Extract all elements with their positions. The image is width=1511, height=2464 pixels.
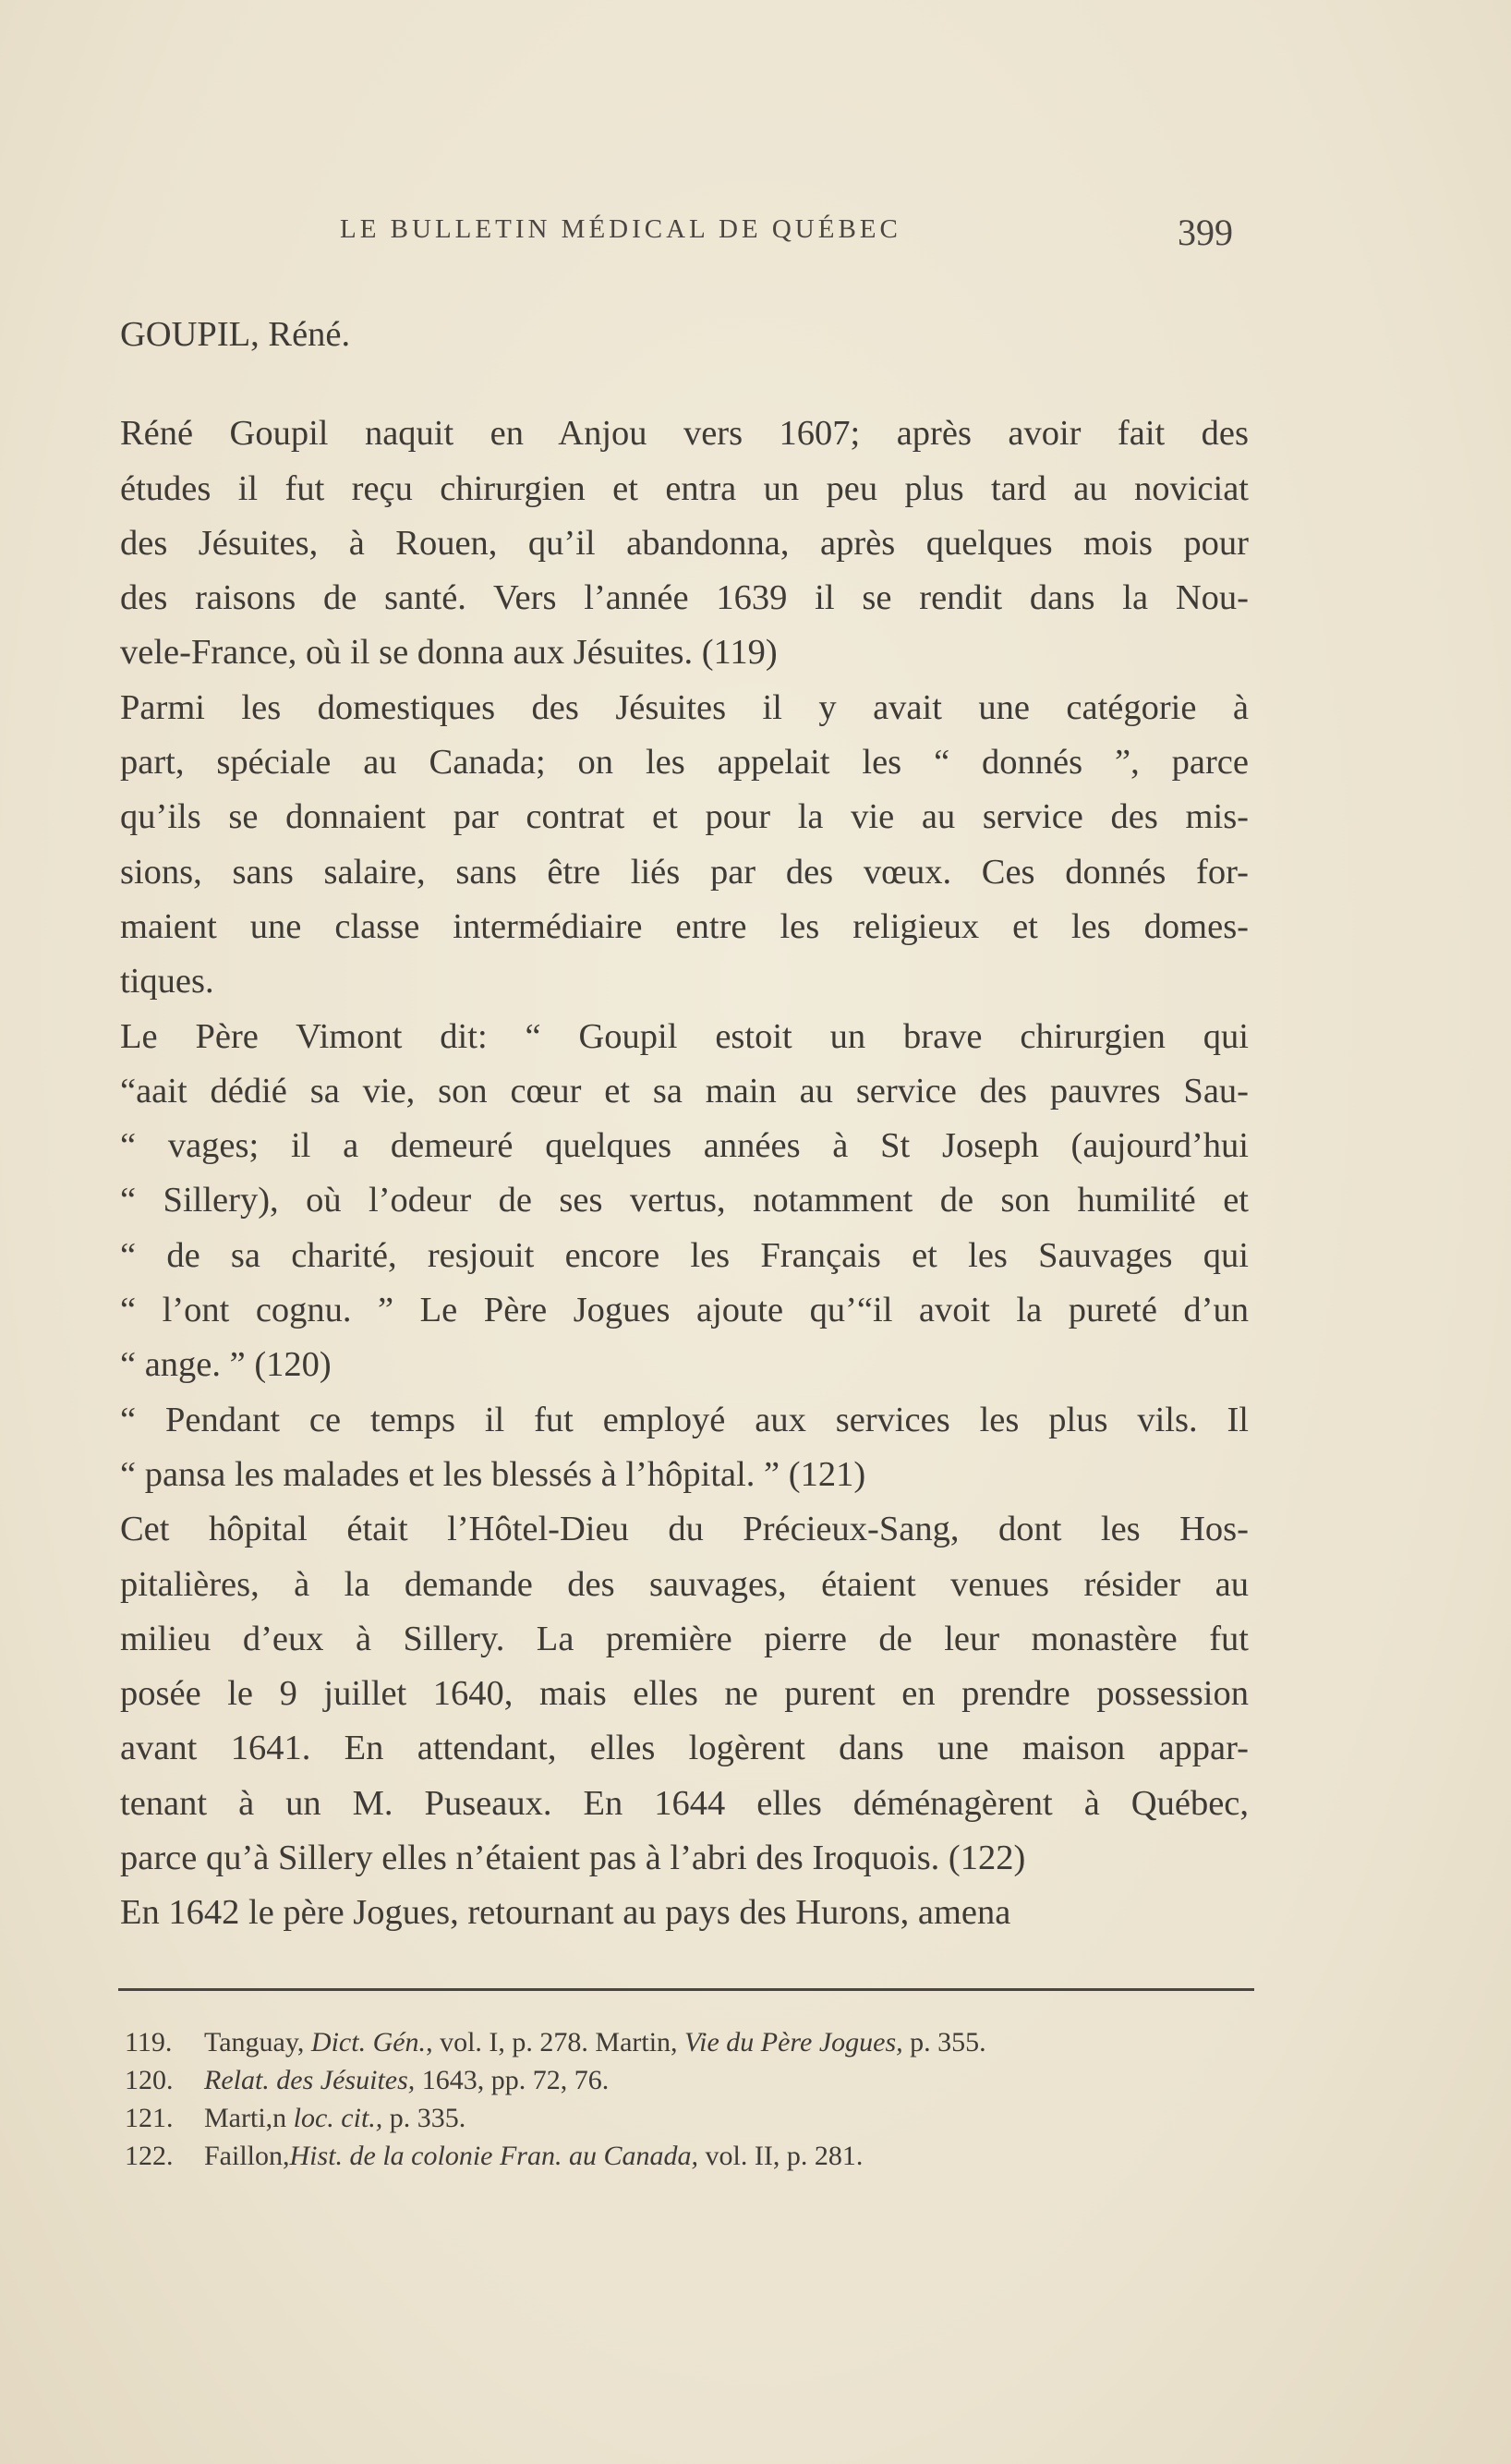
footnote-number: 119.	[125, 2027, 173, 2057]
footnote-text: , vol. I, p. 278. Martin,	[426, 2027, 685, 2057]
paragraph	[120, 1010, 1249, 1393]
text-line: des raisons de santé. Vers l’année 1639 il se rendit dans la Nou-	[120, 578, 1249, 618]
footnote-text: 1643, pp. 72, 76.	[415, 2065, 610, 2095]
text-line: “ ange. ” (120)	[120, 1345, 332, 1385]
text-line: pitalières, à la demande des sauvages, étaient venues résider au	[120, 1564, 1249, 1604]
footnote-title: Relat. des Jésuites,	[204, 2065, 416, 2095]
text-line: “ Sillery), où l’odeur de ses vertus, notamment de son humilité et	[120, 1181, 1249, 1220]
footnote-text: Faillon,	[204, 2141, 290, 2171]
text-line: posée le 9 juillet 1640, mais elles ne purent en prendre possession	[120, 1674, 1249, 1714]
footnote-text: p. 335.	[382, 2103, 466, 2133]
paragraphs	[120, 407, 1249, 1940]
body-text	[120, 308, 1249, 1941]
footnote-title: loc. cit.,	[293, 2103, 383, 2133]
text-line: “ l’ont cognu. ” Le Père Jogues ajoute qu’“il avoit la pureté d’un	[120, 1291, 1249, 1330]
text-line: “ de sa charité, resjouit encore les Français et les Sauvages qui	[120, 1235, 1249, 1275]
footnote-number: 120.	[125, 2065, 174, 2095]
footnote	[125, 2023, 1261, 2061]
text-line: sions, sans salaire, sans être liés par des vœux. Ces donnés for-	[120, 852, 1249, 892]
paragraph	[120, 1393, 1249, 1503]
text-line: vele-France, où il se donna aux Jésuites. (119)	[120, 633, 778, 673]
text-line: “aait dédié sa vie, son cœur et sa main au service des pauvres Sau-	[120, 1071, 1249, 1111]
text-line: “ vages; il a demeuré quelques années à St Joseph (aujourd’hui	[120, 1126, 1249, 1166]
text-line: Le Père Vimont dit: “ Goupil estoit un brave chirurgien qui	[120, 1016, 1249, 1056]
text-line: Réné Goupil naquit en Anjou vers 1607; après avoir fait des	[120, 414, 1249, 454]
page-number: 399	[1178, 212, 1233, 253]
footnote-title: Dict. Gén.	[310, 2027, 427, 2057]
footnote-number: 121.	[125, 2103, 174, 2133]
footnote-title: Hist. de la colonie Fran. au Canada,	[289, 2141, 698, 2171]
text-line: tenant à un M. Puseaux. En 1644 elles déménagèrent à Québec,	[120, 1783, 1249, 1823]
footnote-text: vol. II, p. 281.	[698, 2141, 864, 2171]
text-line: maient une classe intermédiaire entre les religieux et les domes-	[120, 906, 1249, 946]
paragraph	[120, 1886, 1249, 1940]
footnote-text: Marti,n	[204, 2103, 294, 2133]
footnote-rule	[118, 1988, 1254, 1991]
footnote-text: p. 355.	[902, 2027, 986, 2057]
text-line: études il fut reçu chirurgien et entra un peu plus tard au noviciat	[120, 468, 1249, 508]
paragraph	[120, 681, 1249, 1010]
footnote-number: 122.	[125, 2141, 174, 2171]
text-line: des Jésuites, à Rouen, qu’il abandonna, après quelques mois pour	[120, 523, 1249, 563]
text-line: En 1642 le père Jogues, retournant au pays des Hurons, amena	[120, 1893, 1011, 1933]
text-line: parce qu’à Sillery elles n’étaient pas à l’abri des Iroquois. (122)	[120, 1839, 1026, 1878]
running-head: LE BULLETIN MÉDICAL DE QUÉBEC	[340, 214, 901, 244]
paragraph	[120, 1502, 1249, 1886]
text-line: qu’ils se donnaient par contrat et pour la vie au service des mis-	[120, 797, 1249, 837]
text-line: Cet hôpital était l’Hôtel-Dieu du Précieux-Sang, dont les Hos-	[120, 1510, 1249, 1549]
text-line: “ Pendant ce temps il fut employé aux services les plus vils. Il	[120, 1400, 1249, 1439]
paragraph	[120, 407, 1249, 680]
footnote	[125, 2061, 1261, 2099]
text-line: avant 1641. En attendant, elles logèrent dans une maison appar-	[120, 1729, 1249, 1768]
text-line: milieu d’eux à Sillery. La première pierre de leur monastère fut	[120, 1619, 1249, 1658]
footnotes	[125, 2023, 1261, 2175]
footnote	[125, 2137, 1261, 2175]
text-line: “ pansa les malades et les blessés à l’hôpital. ” (121)	[120, 1454, 866, 1494]
footnote	[125, 2099, 1261, 2137]
text-line: tiques.	[120, 962, 214, 1001]
footnote-text: Tanguay,	[204, 2027, 311, 2057]
section-heading: GOUPIL, Réné.	[120, 315, 351, 354]
text-line: Parmi les domestiques des Jésuites il y avait une catégorie à	[120, 687, 1249, 727]
text-line: part, spéciale au Canada; on les appelait les “ donnés ”, parce	[120, 743, 1249, 783]
footnote-title: Vie du Père Jogues,	[684, 2027, 903, 2057]
